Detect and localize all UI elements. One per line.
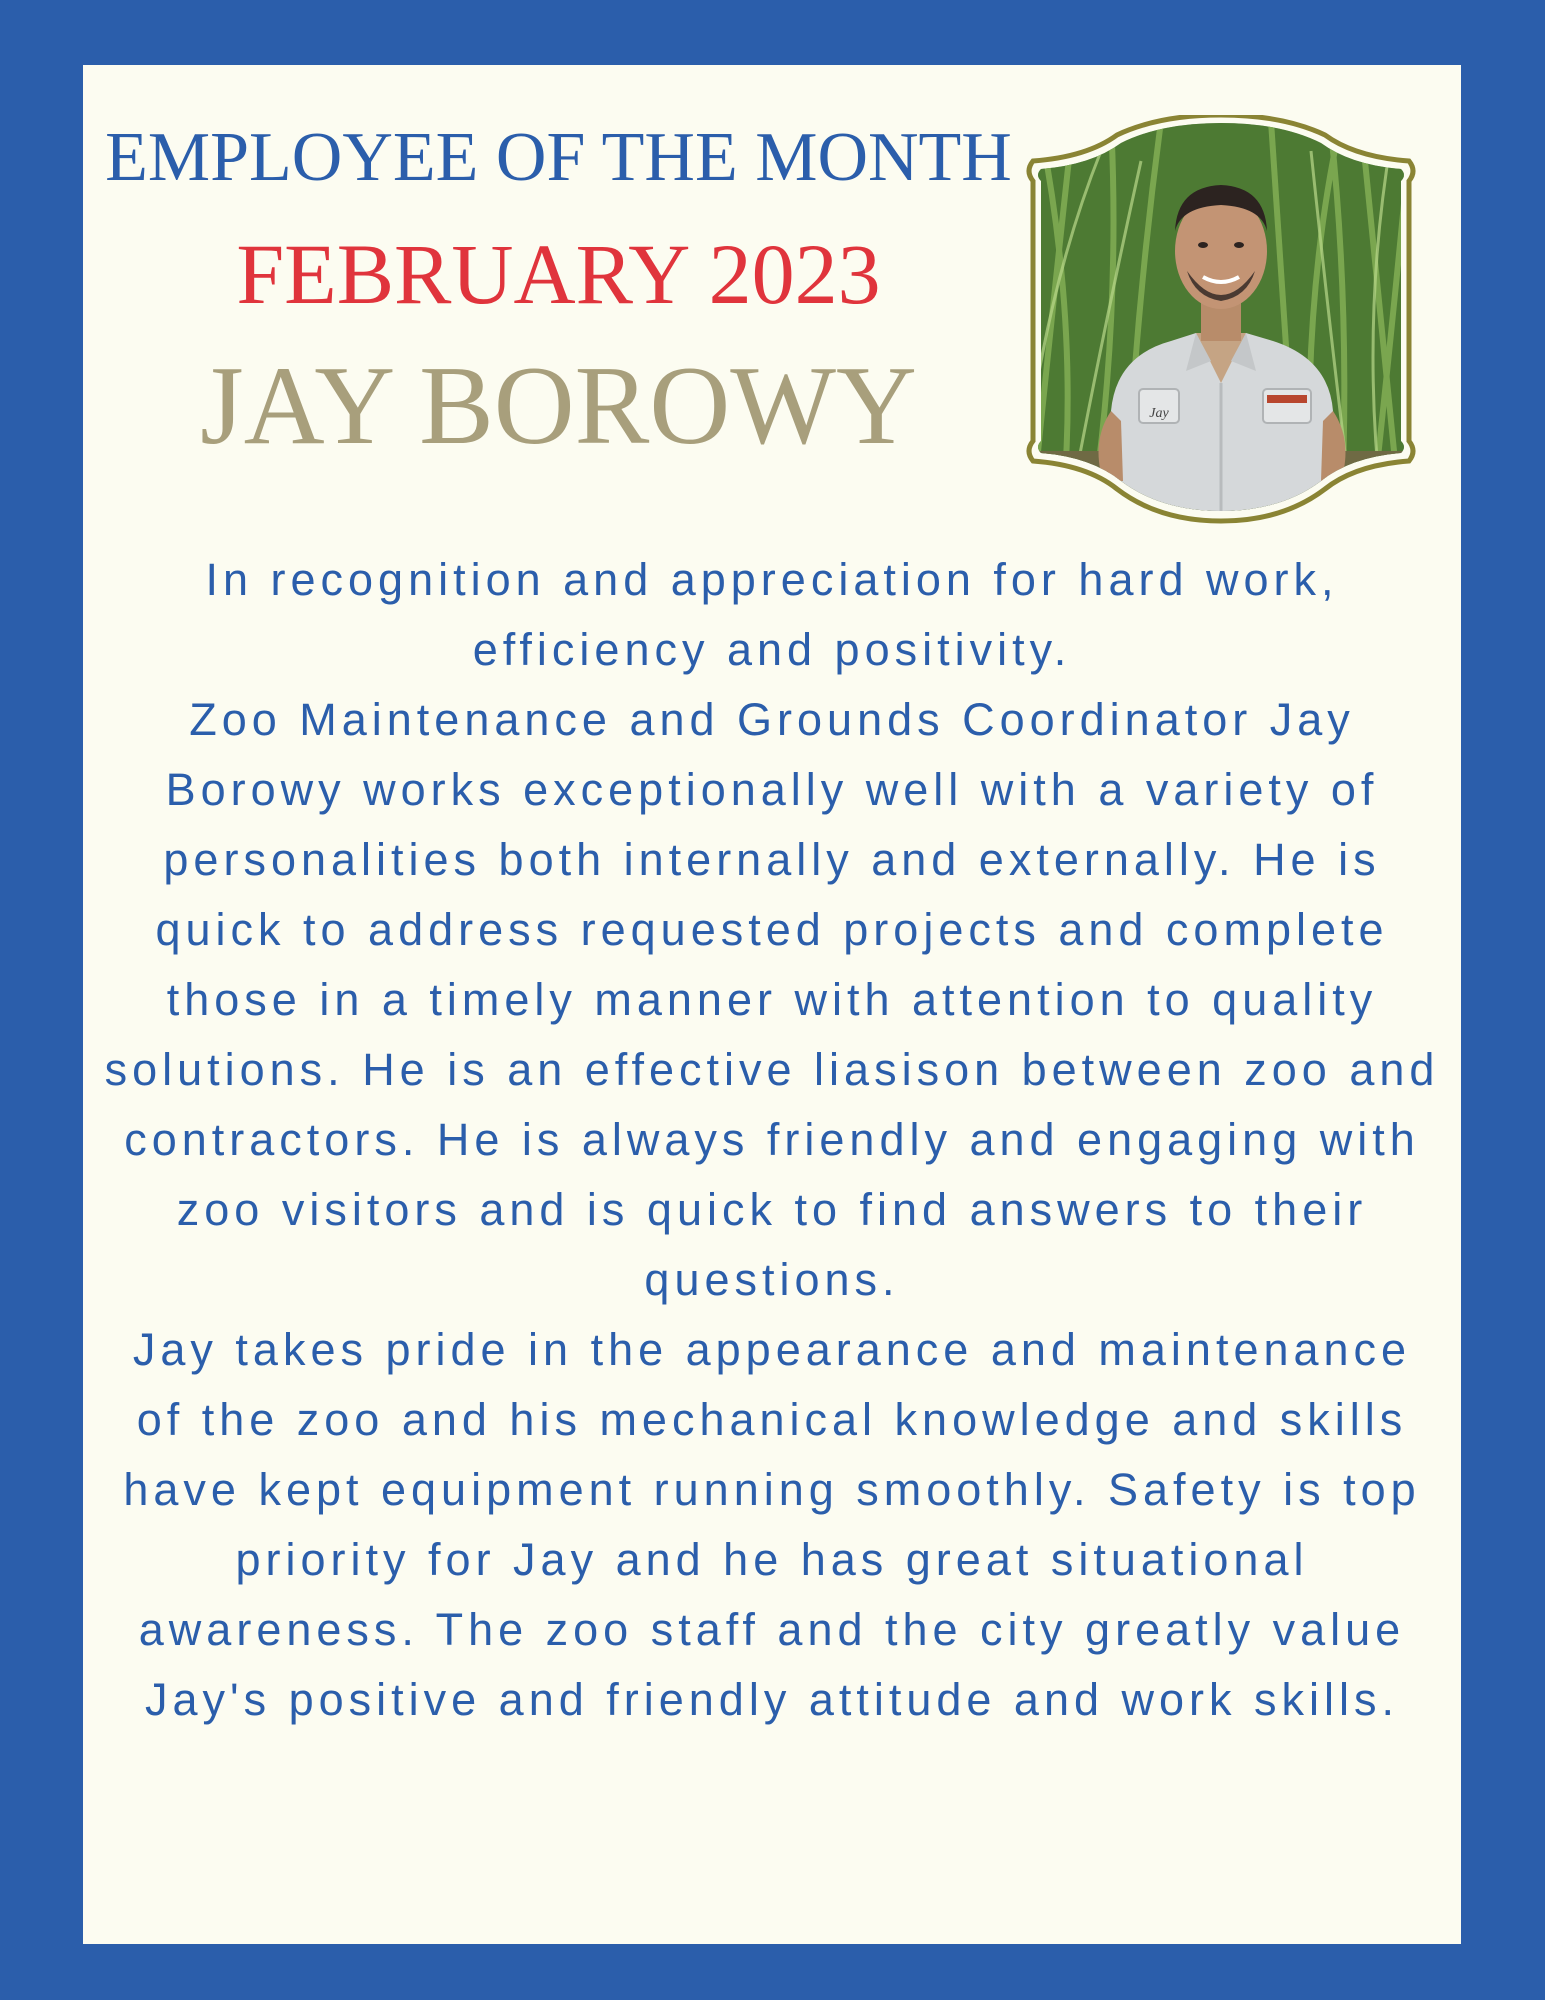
- employee-name: JAY BOROWY: [200, 344, 917, 468]
- citation-paragraph-recognition: In recognition and appreciation for hard work, efficiency and positivity.: [205, 554, 1339, 675]
- citation-paragraph-role: Zoo Maintenance and Grounds Coordinator Jay Borowy works exceptionally well with a variety of personalities both internally and externally. He is quick to address requested projects and complete those in a timely manner with attention to quality solutions. He is an effective liasison between zoo and contractors. He is always friendly and engaging with zoo visitors and is quick to find answers to their questions.: [104, 694, 1440, 1305]
- page-title: EMPLOYEE OF THE MONTH: [105, 119, 1012, 196]
- photo-badge-text: Jay: [1149, 406, 1169, 421]
- award-month: FEBRUARY 2023: [236, 226, 881, 322]
- employee-photo: [1011, 115, 1431, 525]
- citation-paragraph-pride: Jay takes pride in the appearance and maintenance of the zoo and his mechanical knowledge and skills have kept equipment running smoothly. Safety is top priority for Jay and he has great situational awareness. The zoo staff and the city greatly value Jay's positive and friendly attitude and work skills.: [123, 1324, 1421, 1725]
- citation-text: [103, 545, 1441, 1735]
- certificate-card: [83, 65, 1461, 1944]
